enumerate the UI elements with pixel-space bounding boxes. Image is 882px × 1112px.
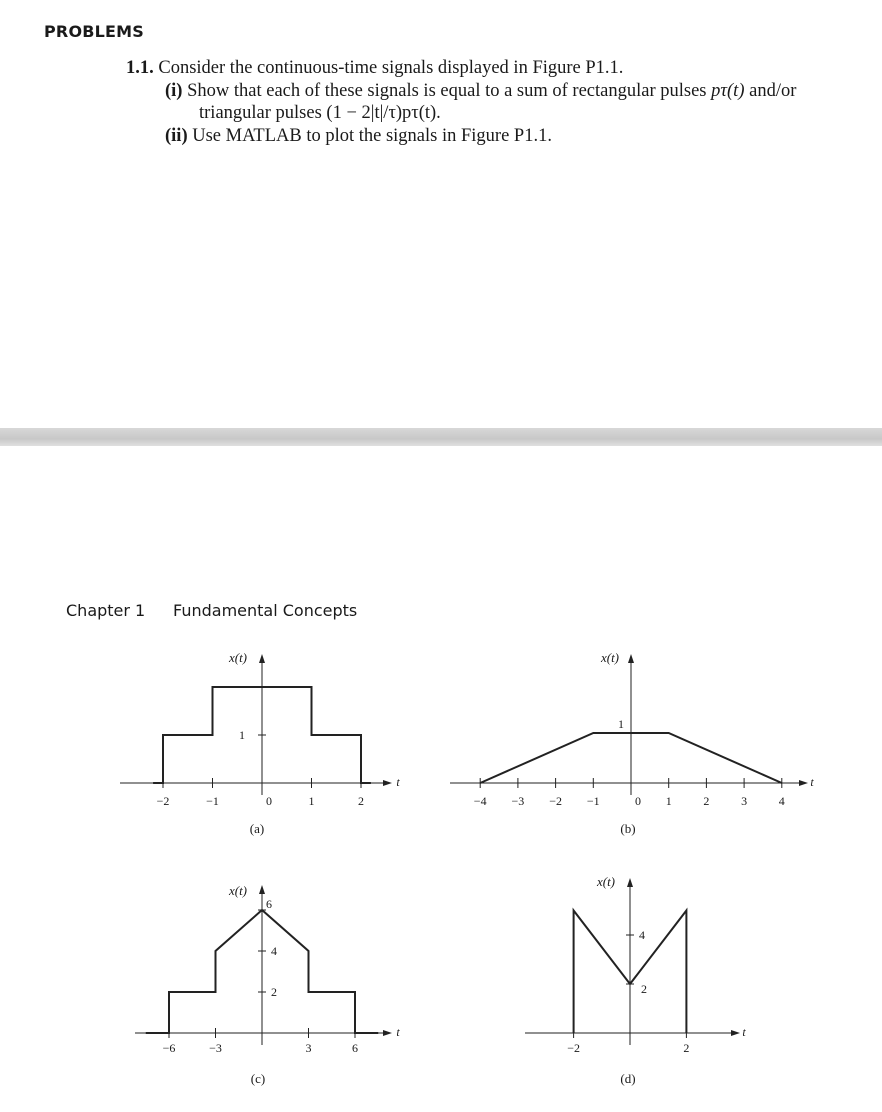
x-tick-label-b: 1 <box>665 794 672 808</box>
y-axis-arrow-a <box>259 654 265 663</box>
t-axis-label-a: t <box>396 775 400 789</box>
x-tick-label-b: 3 <box>741 794 748 808</box>
x-tick-label-a: −1 <box>206 794 219 808</box>
part-ii-line <box>165 126 552 147</box>
y-tick-label-c: 2 <box>271 985 277 999</box>
chapter-label: Chapter 1 <box>66 601 146 620</box>
panel-caption-b: (b) <box>620 821 636 836</box>
y-tick-label-a: 1 <box>239 728 245 742</box>
y-axis-arrow-b <box>628 654 634 663</box>
y-axis-arrow-d <box>627 878 633 887</box>
part-ii-text: Use MATLAB to plot the signals in Figure P1.1. <box>192 126 552 146</box>
x-axis-arrow-d <box>731 1030 740 1036</box>
x-tick-label-b: −3 <box>511 794 525 808</box>
x-tick-label-c: −6 <box>162 1041 176 1055</box>
x-tick-label-b: 4 <box>778 794 785 808</box>
y-tick-label-c: 4 <box>271 944 277 958</box>
panel-caption-c: (c) <box>250 1071 266 1086</box>
y-axis-arrow-c <box>259 885 265 894</box>
page-divider <box>0 428 882 446</box>
panel-caption-d: (d) <box>620 1071 636 1086</box>
problem-number: 1.1. <box>126 58 154 78</box>
t-axis-label-b: t <box>810 775 814 789</box>
x-tick-label-a: 2 <box>358 794 364 808</box>
part-i-math: pτ(t) <box>711 81 745 101</box>
x-tick-label-b: −2 <box>549 794 562 808</box>
y-tick-label-d: 2 <box>641 981 647 996</box>
x-tick-label-c: 3 <box>305 1041 312 1055</box>
y-axis-label-c: x(t) <box>228 883 248 898</box>
part-i-line2: triangular pulses (1 − 2|t|/τ)pτ(t). <box>199 103 441 123</box>
y-tick-label-c: 6 <box>266 897 272 911</box>
x-tick-label-a: 0 <box>266 794 272 808</box>
y-tick-label-b: 1 <box>618 717 624 731</box>
part-i-end: and/or <box>749 81 797 101</box>
y-axis-label-b: x(t) <box>600 650 620 665</box>
x-tick-label-a: 1 <box>308 794 315 808</box>
x-tick-label-b: −1 <box>586 794 600 808</box>
x-tick-label-d: 2 <box>683 1041 690 1055</box>
figure-p1-1 <box>0 640 882 1100</box>
part-i-line1 <box>165 81 796 102</box>
problem-intro: Consider the continuous-time signals displayed in Figure P1.1. <box>158 58 624 78</box>
part-i-label: (i) <box>165 81 183 101</box>
x-tick-label-b: −4 <box>473 794 487 808</box>
y-axis-label-a: x(t) <box>228 650 248 665</box>
chapter-title: Fundamental Concepts <box>173 601 358 620</box>
section-heading: PROBLEMS <box>44 22 145 41</box>
t-axis-label-c: t <box>396 1025 400 1039</box>
part-i-text: Show that each of these signals is equal to a sum of rectangular pulses <box>187 81 707 101</box>
x-tick-label-d: −2 <box>567 1041 580 1055</box>
x-tick-label-c: −3 <box>209 1041 222 1055</box>
x-tick-label-b: 0 <box>635 794 641 808</box>
y-axis-label-d: x(t) <box>596 874 616 889</box>
x-tick-label-a: −2 <box>156 794 170 808</box>
y-tick-label-d: 4 <box>639 928 645 942</box>
t-axis-label-d: t <box>742 1025 746 1039</box>
x-tick-label-b: 2 <box>703 794 710 808</box>
x-tick-label-c: 6 <box>352 1041 358 1055</box>
x-axis-arrow-b <box>799 780 808 786</box>
x-axis-arrow-c <box>383 1030 392 1036</box>
problem-intro-line <box>126 58 623 79</box>
part-ii-label: (ii) <box>165 126 188 146</box>
x-axis-arrow-a <box>383 780 392 786</box>
panel-caption-a: (a) <box>249 821 265 836</box>
